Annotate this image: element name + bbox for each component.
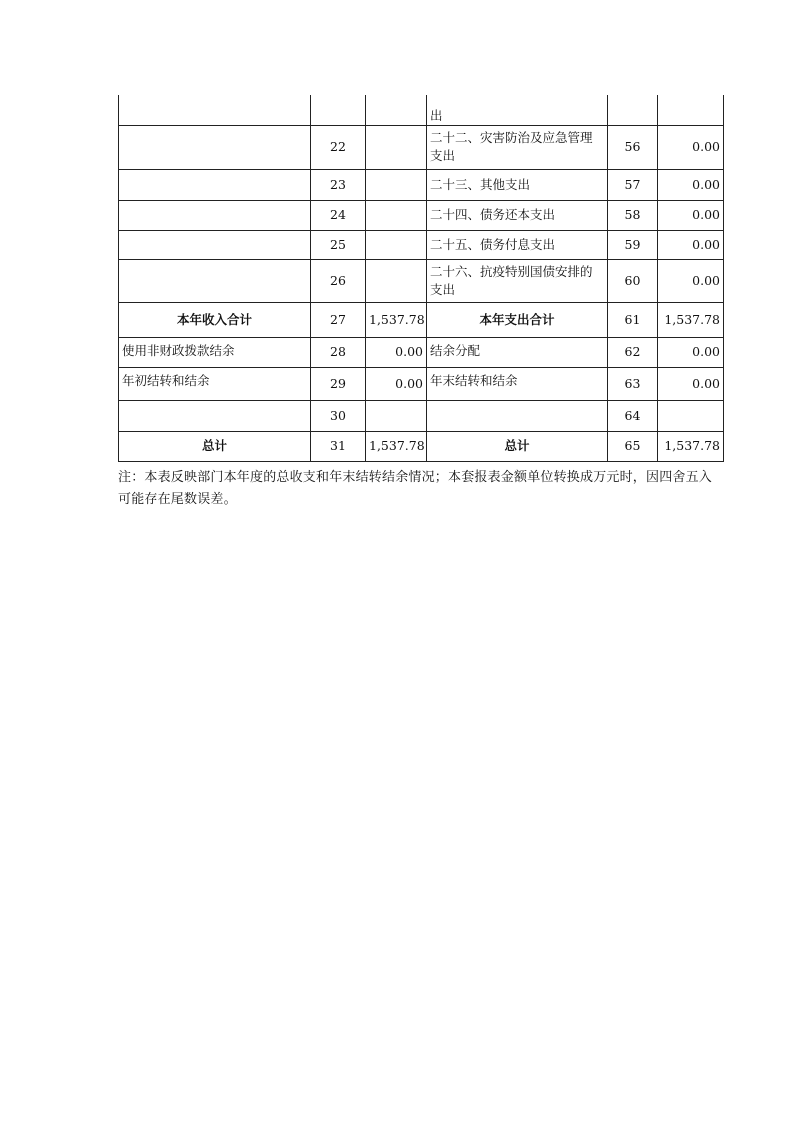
- expense-amount-cell: 1,537.78: [658, 431, 724, 461]
- expense-line-no-cell: 64: [608, 400, 658, 431]
- expense-line-no-cell: 59: [608, 230, 658, 259]
- expense-amount-cell: 1,537.78: [658, 302, 724, 337]
- expense-line-no-cell: 63: [608, 367, 658, 400]
- expense-item-cell: 二十五、债务付息支出: [427, 230, 608, 259]
- income-amount-cell: 0.00: [366, 367, 427, 400]
- income-item-cell: [119, 169, 311, 200]
- expense-amount-cell: 0.00: [658, 367, 724, 400]
- income-line-no-cell: 28: [311, 337, 366, 367]
- expense-line-no-cell: 62: [608, 337, 658, 367]
- expense-line-no-cell: 58: [608, 200, 658, 230]
- income-line-no-cell: [311, 95, 366, 125]
- income-item-cell: [119, 200, 311, 230]
- income-line-no-cell: 24: [311, 200, 366, 230]
- table-row: [119, 337, 724, 367]
- income-amount-cell: [366, 169, 427, 200]
- expense-amount-cell: 0.00: [658, 259, 724, 302]
- expense-amount-cell: [658, 400, 724, 431]
- income-line-no-cell: 27: [311, 302, 366, 337]
- income-line-no-cell: 30: [311, 400, 366, 431]
- table-row: [119, 95, 724, 125]
- expense-item-cell: 年末结转和结余: [427, 367, 608, 400]
- income-amount-cell: [366, 95, 427, 125]
- table-row: [119, 169, 724, 200]
- expense-item-cell: 二十二、灾害防治及应急管理支出: [427, 125, 608, 169]
- income-item-cell: 使用非财政拨款结余: [119, 337, 311, 367]
- income-item-cell: 总计: [119, 431, 311, 461]
- table-row: [119, 302, 724, 337]
- expense-item-cell: 出: [427, 95, 608, 125]
- income-item-cell: 年初结转和结余: [119, 367, 311, 400]
- table-row: [119, 367, 724, 400]
- table-row: [119, 400, 724, 431]
- income-amount-cell: [366, 200, 427, 230]
- table-row: [119, 431, 724, 461]
- expense-item-cell: [427, 400, 608, 431]
- expense-amount-cell: 0.00: [658, 200, 724, 230]
- expense-line-no-cell: 65: [608, 431, 658, 461]
- income-item-cell: 本年收入合计: [119, 302, 311, 337]
- income-item-cell: [119, 230, 311, 259]
- expense-line-no-cell: 61: [608, 302, 658, 337]
- expense-item-cell: 二十六、抗疫特别国债安排的支出: [427, 259, 608, 302]
- expense-item-cell: 二十三、其他支出: [427, 169, 608, 200]
- income-item-cell: [119, 400, 311, 431]
- expense-item-cell: 二十四、债务还本支出: [427, 200, 608, 230]
- income-line-no-cell: 25: [311, 230, 366, 259]
- expense-line-no-cell: 60: [608, 259, 658, 302]
- income-item-cell: [119, 259, 311, 302]
- expense-amount-cell: 0.00: [658, 169, 724, 200]
- income-line-no-cell: 22: [311, 125, 366, 169]
- income-amount-cell: 1,537.78: [366, 302, 427, 337]
- expense-item-cell: 总计: [427, 431, 608, 461]
- table-row: [119, 259, 724, 302]
- expense-amount-cell: 0.00: [658, 125, 724, 169]
- income-amount-cell: [366, 125, 427, 169]
- table-footnote: 注：本表反映部门本年度的总收支和年末结转结余情况；本套报表金额单位转换成万元时，因四舍五入可能存在尾数误差。: [118, 470, 713, 507]
- table-row: [119, 200, 724, 230]
- income-line-no-cell: 29: [311, 367, 366, 400]
- income-amount-cell: [366, 400, 427, 431]
- table-row: [119, 125, 724, 169]
- income-line-no-cell: 26: [311, 259, 366, 302]
- income-amount-cell: [366, 230, 427, 259]
- income-line-no-cell: 31: [311, 431, 366, 461]
- income-amount-cell: 1,537.78: [366, 431, 427, 461]
- income-line-no-cell: 23: [311, 169, 366, 200]
- expense-line-no-cell: 56: [608, 125, 658, 169]
- expense-item-cell: 结余分配: [427, 337, 608, 367]
- expense-line-no-cell: 57: [608, 169, 658, 200]
- income-item-cell: [119, 95, 311, 125]
- expense-amount-cell: 0.00: [658, 230, 724, 259]
- expense-line-no-cell: [608, 95, 658, 125]
- expense-amount-cell: 0.00: [658, 337, 724, 367]
- income-amount-cell: [366, 259, 427, 302]
- expense-item-cell: 本年支出合计: [427, 302, 608, 337]
- income-expense-table: [118, 95, 724, 462]
- table-row: [119, 230, 724, 259]
- income-item-cell: [119, 125, 311, 169]
- report-sheet: [118, 95, 723, 462]
- expense-amount-cell: [658, 95, 724, 125]
- income-amount-cell: 0.00: [366, 337, 427, 367]
